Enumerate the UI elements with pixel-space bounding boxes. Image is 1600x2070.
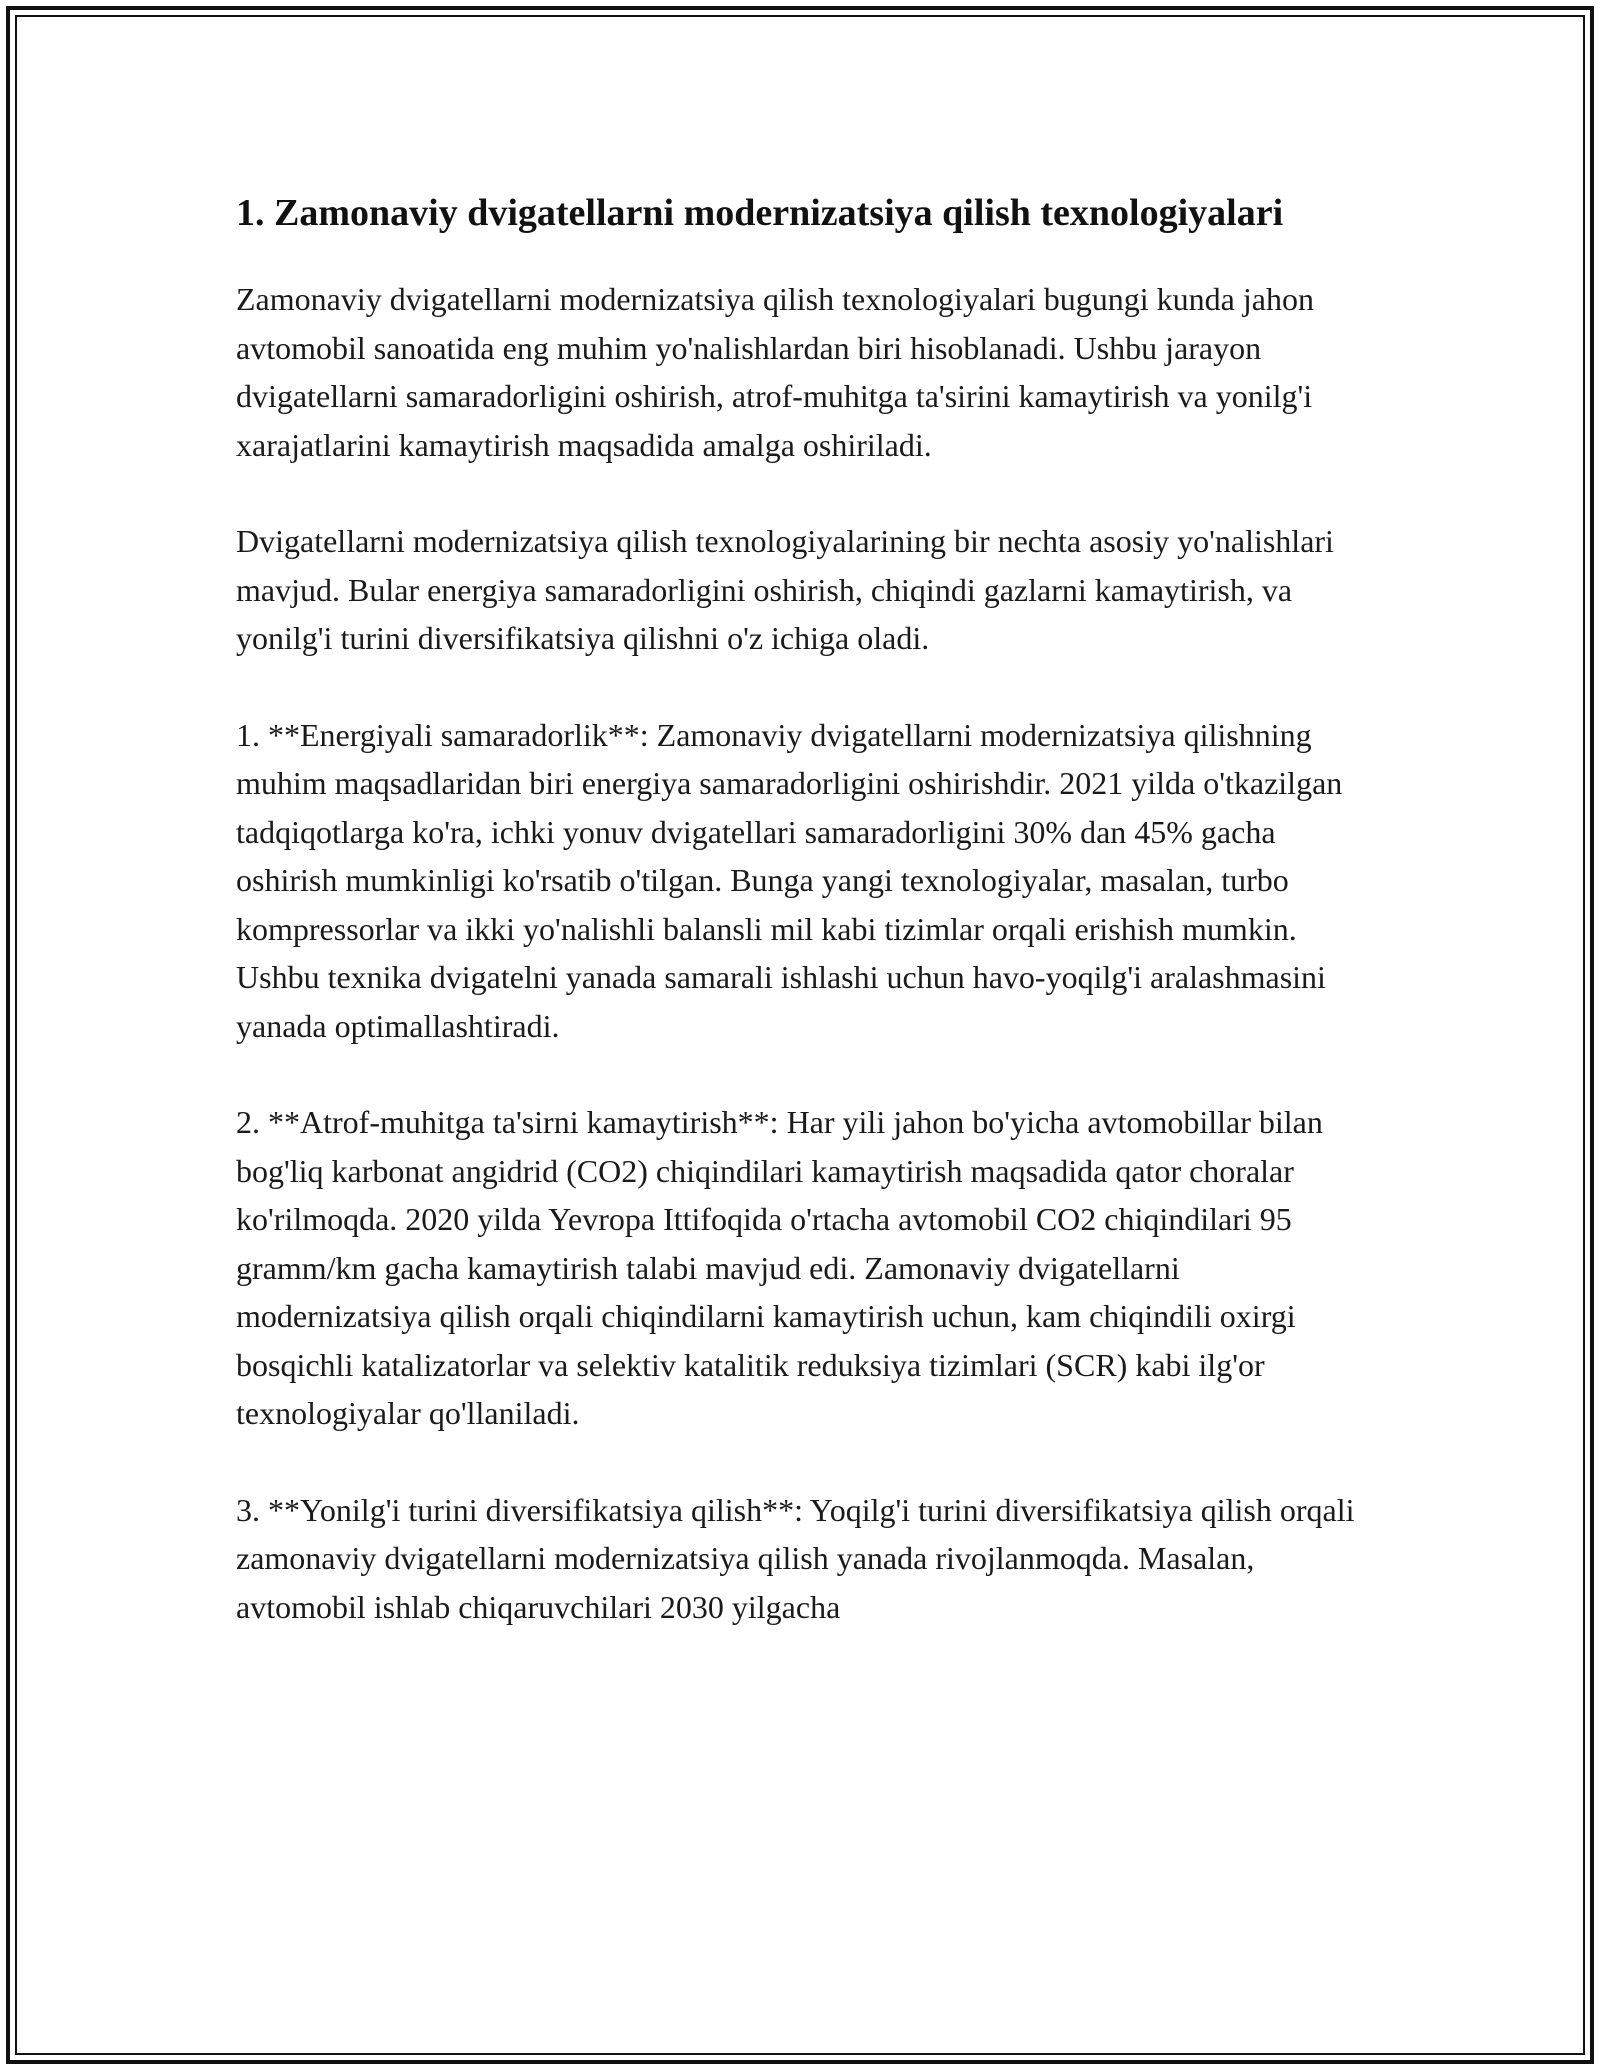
- paragraph-energy-efficiency: 1. **Energiyali samaradorlik**: Zamonaviy dvigatellarni modernizatsiya qilishning muhim maqsadlaridan biri energiya samaradorligini oshirishdir. 2021 yilda o'tkazilgan tadqiqotlarga ko'ra, ichki yonuv dvigatellari samaradorligini 30% dan 45% gacha oshirish mumkinligi ko'rsatib o'tilgan. Bunga yangi texnologiyalar, masalan, turbo kompressorlar va ikki yo'nalishli balansli mil kabi tizimlar orqali erishish mumkin. Ushbu texnika dvigatelni yanada samarali ishlashi uchun havo-yoqilg'i aralashmasini yanada optimallashtiradi.: [236, 716, 1343, 1044]
- paragraph-directions: Dvigatellarni modernizatsiya qilish texnologiyalarining bir nechta asosiy yo'nalishlari mavjud. Bular energiya samaradorligini oshirish, chiqindi gazlarni kamaytirish, va yonilg'i turini diversifikatsiya qilishni o'z ichiga oladi.: [236, 523, 1334, 656]
- paragraph-intro: Zamonaviy dvigatellarni modernizatsiya qilish texnologiyalari bugungi kunda jahon avtomobil sanoatida eng muhim yo'nalishlardan biri hisoblanadi. Ushbu jarayon dvigatellarni samaradorligini oshirish, atrof-muhitga ta'sirini kamaytirish va yonilg'i xarajatlarini kamaytirish maqsadida amalga oshiriladi.: [236, 281, 1314, 463]
- document-title: 1. Zamonaviy dvigatellarni modernizatsiya qilish texnologiyalari: [236, 192, 1284, 234]
- document-body: [236, 186, 1376, 1679]
- paragraph-fuel-diversification: 3. **Yonilg'i turini diversifikatsiya qilish**: Yoqilg'i turini diversifikatsiya qilish orqali zamonaviy dvigatellarni modernizatsiya qilish yanada rivojlanmoqda. Masalan, avtomobil ishlab chiqaruvchilari 2030 yilgacha: [236, 1491, 1355, 1625]
- paragraph-environment: 2. **Atrof-muhitga ta'sirni kamaytirish**: Har yili jahon bo'yicha avtomobillar bilan bog'liq karbonat angidrid (CO2) chiqindilari kamaytirish maqsadida qator choralar ko'rilmoqda. 2020 yilda Yevropa Ittifoqida o'rtacha avtomobil CO2 chiqindilari 95 gramm/km gacha kamaytirish talabi mavjud edi. Zamonaviy dvigatellarni modernizatsiya qilish orqali chiqindilarni kamaytirish uchun, kam chiqindili oxirgi bosqichli katalizatorlar va selektiv katalitik reduksiya tizimlari (SCR) kabi ilg'or texnologiyalar qo'llaniladi.: [236, 1104, 1323, 1431]
